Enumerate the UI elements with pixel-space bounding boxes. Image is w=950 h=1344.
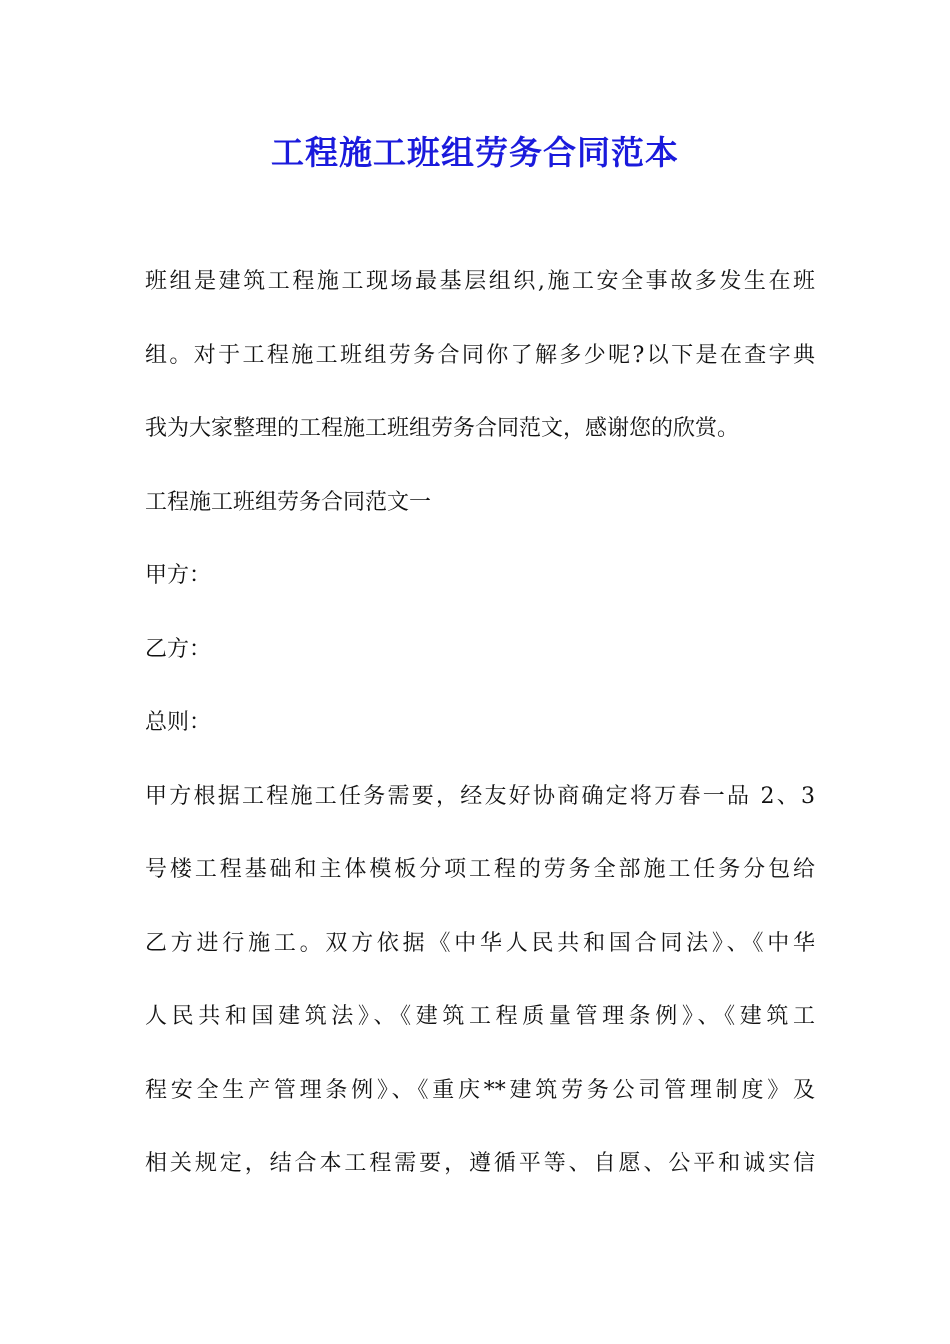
document-title: 工程施工班组劳务合同范本 (271, 133, 679, 172)
body-line-3: 我为大家整理的工程施工班组劳务合同范文，感谢您的欣赏。 (145, 416, 740, 441)
body-line-2: 组。对于工程施工班组劳务合同你了解多少呢?以下是在查字典 (145, 342, 815, 368)
body-line-8: 甲方根据工程施工任务需要，经友好协商确定将万春一品 2、3 (145, 783, 815, 809)
body-line-11: 人民共和国建筑法》、《建筑工程质量管理条例》、《建筑工 (145, 1004, 815, 1029)
body-line-12: 程安全生产管理条例》、《重庆**建筑劳务公司管理制度》及 (145, 1077, 815, 1103)
party-b-label: 乙方： (145, 636, 212, 662)
general-provisions-label: 总则： (145, 710, 212, 735)
body-line-9: 号楼工程基础和主体模板分项工程的劳务全部施工任务分包给 (145, 857, 815, 882)
document-body (145, 262, 815, 1218)
body-line-13: 相关规定，结合本工程需要，遵循平等、自愿、公平和诚实信 (145, 1151, 815, 1176)
party-a-label: 甲方： (145, 563, 212, 588)
body-line-10: 乙方进行施工。双方依据《中华人民共和国合同法》、《中华 (145, 930, 815, 956)
section-heading-1: 工程施工班组劳务合同范文一 (145, 489, 432, 515)
body-line-1: 班组是建筑工程施工现场最基层组织,施工安全事故多发生在班 (145, 269, 815, 294)
